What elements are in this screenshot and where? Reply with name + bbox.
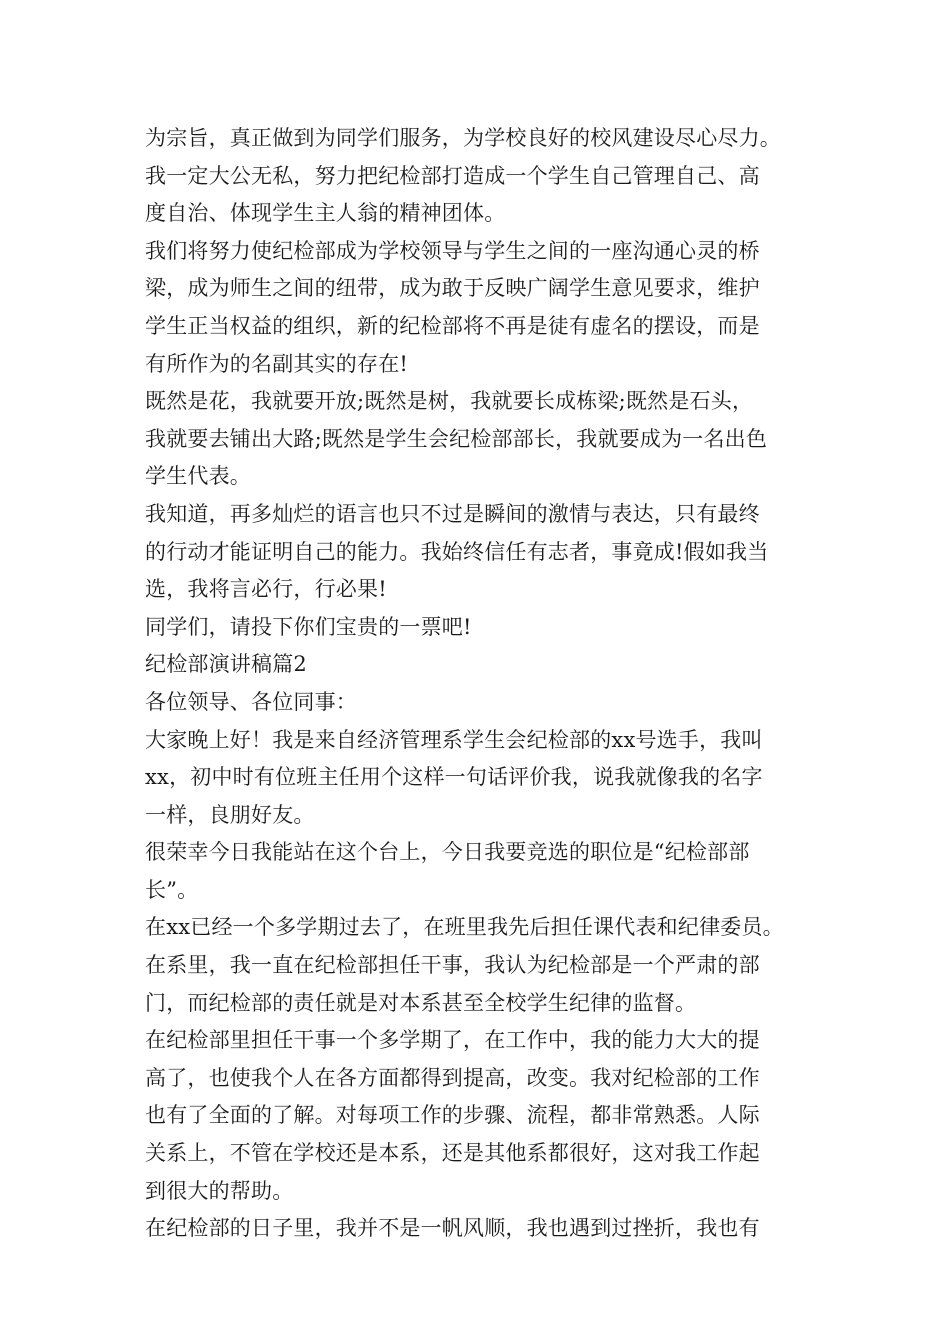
text-line: 到很大的帮助。 bbox=[145, 1178, 294, 1203]
text-line: 我们将努力使纪检部成为学校领导与学生之间的一座沟通心灵的桥 bbox=[145, 238, 760, 263]
text-line: 在纪检部里担任干事一个多学期了，在工作中，我的能力大大的提 bbox=[145, 1028, 760, 1053]
text-line: 在xx已经一个多学期过去了，在班里我先后担任课代表和纪律委员。 bbox=[145, 915, 784, 940]
text-line: 关系上，不管在学校还是本系，还是其他系都很好，这对我工作起 bbox=[145, 1141, 760, 1166]
text-line: 为宗旨，真正做到为同学们服务，为学校良好的校风建设尽心尽力。 bbox=[145, 126, 781, 150]
text-line: 我就要去铺出大路;既然是学生会纪检部部长，我就要成为一名出色 bbox=[145, 426, 768, 451]
text-line: 有所作为的名副其实的存在! bbox=[145, 351, 409, 376]
text-line: 各位领导、各位同事： bbox=[145, 689, 357, 714]
text-line: 学生代表。 bbox=[145, 464, 251, 489]
text-line: 也有了全面的了解。对每项工作的步骤、流程，都非常熟悉。人际 bbox=[145, 1103, 760, 1128]
text-line: 我知道，再多灿烂的语言也只不过是瞬间的激情与表达，只有最终 bbox=[145, 501, 760, 526]
text-line: 长”。 bbox=[145, 877, 199, 902]
section-heading: 纪检部演讲稿篇2 bbox=[145, 652, 307, 677]
text-line: xx，初中时有位班主任用个这样一句话评价我，说我就像我的名字 bbox=[145, 765, 763, 790]
text-line: 既然是花，我就要开放;既然是树，我就要长成栋梁;既然是石头， bbox=[145, 389, 754, 414]
text-line: 同学们，请投下你们宝贵的一票吧! bbox=[145, 614, 472, 639]
document-body bbox=[145, 120, 825, 1248]
text-line: 学生正当权益的组织，新的纪检部将不再是徒有虚名的摆设，而是 bbox=[145, 313, 760, 338]
text-line: 度自治、体现学生主人翁的精神团体。 bbox=[145, 201, 506, 226]
text-line: 我一定大公无私，努力把纪检部打造成一个学生自己管理自己、高 bbox=[145, 163, 760, 188]
text-line: 梁，成为师生之间的纽带，成为敢于反映广阔学生意见要求，维护 bbox=[145, 276, 760, 301]
text-line: 门，而纪检部的责任就是对本系甚至全校学生纪律的监督。 bbox=[145, 990, 697, 1015]
text-line: 很荣幸今日我能站在这个台上，今日我要竞选的职位是“纪检部部 bbox=[145, 840, 750, 865]
text-line: 在系里，我一直在纪检部担任干事，我认为纪检部是一个严肃的部 bbox=[145, 953, 760, 978]
text-line: 一样，良朋好友。 bbox=[145, 802, 315, 827]
text-line: 大家晚上好！我是来自经济管理系学生会纪检部的xx号选手，我叫 bbox=[145, 727, 763, 752]
text-line: 选，我将言必行，行必果! bbox=[145, 577, 387, 602]
text-line: 在纪检部的日子里，我并不是一帆风顺，我也遇到过挫折，我也有 bbox=[145, 1216, 760, 1241]
text-line: 高了，也使我个人在各方面都得到提高，改变。我对纪检部的工作 bbox=[145, 1065, 760, 1090]
text-line: 的行动才能证明自己的能力。我始终信任有志者，事竟成!假如我当 bbox=[145, 539, 769, 564]
